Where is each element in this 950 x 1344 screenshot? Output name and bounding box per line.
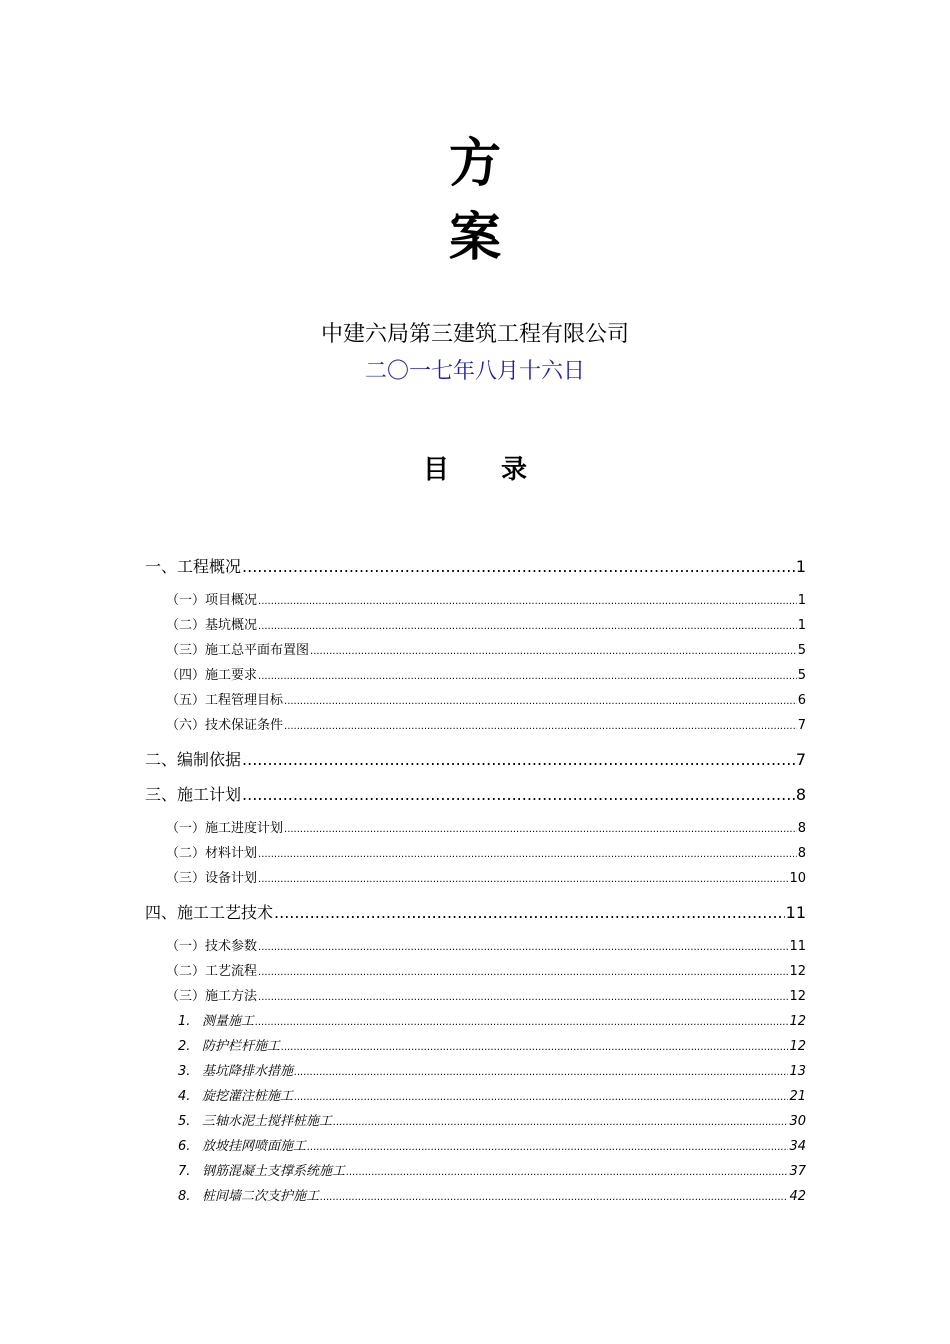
toc-entry-label: （二）材料计划 (166, 846, 258, 861)
toc-entry-number: 8. (178, 1189, 191, 1204)
toc-entry[interactable] (166, 938, 806, 957)
toc-entry-label: 桩间墙二次支护施工 (202, 1189, 320, 1204)
toc-heading (0, 452, 950, 488)
toc-entry-page: 30 (789, 1114, 806, 1129)
toc-entry-label: （三）施工方法 (166, 989, 258, 1004)
toc-entry-page: 8 (795, 785, 806, 804)
toc-leader-dots (274, 902, 785, 924)
toc-entry-page: 37 (789, 1164, 806, 1179)
toc-entry[interactable] (166, 592, 806, 611)
toc-leader-dots (284, 820, 797, 839)
toc-entry[interactable] (166, 988, 806, 1007)
toc-leader-dots (284, 692, 797, 711)
toc-entry[interactable] (166, 717, 806, 736)
toc-entry-label: 三、施工计划 (145, 785, 242, 804)
toc-entry-number: 1. (178, 1014, 191, 1029)
toc-leader-dots (242, 749, 795, 771)
toc-entry-page: 8 (797, 821, 806, 836)
toc-heading-char-1: 目 (422, 455, 449, 485)
toc-entry-label: 钢筋混凝土支撑系统施工 (202, 1164, 346, 1179)
toc-entry-label: 放坡挂网喷面施工 (202, 1139, 307, 1154)
toc-leader-dots (320, 1188, 788, 1207)
toc-entry-page: 13 (789, 1064, 806, 1079)
toc-entry-label: （四）施工要求 (166, 668, 258, 683)
toc-entry[interactable] (178, 1163, 806, 1182)
toc-entry[interactable] (178, 1088, 806, 1107)
toc-entry-label: （二）工艺流程 (166, 964, 258, 979)
toc-leader-dots (294, 1063, 788, 1082)
toc-leader-dots (258, 845, 797, 864)
document-date: 二〇一七年八月十六日 (364, 359, 585, 384)
toc-entry-label: 旋挖灌注桩施工 (202, 1089, 294, 1104)
toc-entry-page: 1 (795, 557, 806, 576)
toc-entry-label: 四、施工工艺技术 (145, 903, 274, 922)
toc-entry[interactable] (145, 902, 806, 924)
toc-entry[interactable] (178, 1013, 806, 1032)
toc-entry[interactable] (166, 617, 806, 636)
toc-entry-page: 21 (789, 1089, 806, 1104)
toc-entry[interactable] (178, 1188, 806, 1207)
toc-leader-dots (258, 963, 788, 982)
cover-title-char-2: 案 (448, 207, 501, 268)
toc-entry[interactable] (145, 749, 806, 771)
toc-entry-label: 三轴水泥土搅拌桩施工 (202, 1114, 333, 1129)
toc-entry-page: 12 (789, 1014, 806, 1029)
toc-entry-label: （一）技术参数 (166, 939, 258, 954)
toc-entry-label: 测量施工 (202, 1014, 255, 1029)
toc-entry-label: 防护栏杆施工 (202, 1039, 281, 1054)
toc-entry-page: 12 (789, 1039, 806, 1054)
toc-entry-page: 1 (797, 618, 806, 633)
toc-entry-label: （一）项目概况 (166, 593, 258, 608)
toc-leader-dots (281, 1038, 788, 1057)
toc-entry[interactable] (145, 556, 806, 578)
toc-entry[interactable] (178, 1138, 806, 1157)
toc-entry-label: （五）工程管理目标 (166, 693, 284, 708)
toc-entry-label: （三）施工总平面布置图 (166, 643, 310, 658)
toc-entry[interactable] (166, 667, 806, 686)
toc-entry[interactable] (145, 784, 806, 806)
toc-entry[interactable] (166, 820, 806, 839)
toc-entry[interactable] (166, 845, 806, 864)
toc-entry-number: 3. (178, 1064, 191, 1079)
toc-entry-page: 5 (797, 643, 806, 658)
toc-entry[interactable] (178, 1063, 806, 1082)
toc-leader-dots (284, 717, 797, 736)
toc-leader-dots (258, 938, 788, 957)
toc-entry-page: 11 (785, 903, 806, 922)
toc-leader-dots (310, 642, 797, 661)
company-name: 中建六局第三建筑工程有限公司 (320, 322, 629, 347)
toc-entry-label: （六）技术保证条件 (166, 718, 284, 733)
toc-leader-dots (258, 592, 797, 611)
toc-leader-dots (255, 1013, 788, 1032)
toc-leader-dots (258, 870, 788, 889)
toc-entry[interactable] (166, 963, 806, 982)
toc-entry-page: 5 (797, 668, 806, 683)
toc-entry-label: 一、工程概况 (145, 557, 242, 576)
toc-leader-dots (242, 556, 795, 578)
toc-entry-number: 5. (178, 1114, 191, 1129)
toc-entry-number: 7. (178, 1164, 191, 1179)
toc-entry[interactable] (178, 1113, 806, 1132)
toc-entry-page: 12 (789, 964, 806, 979)
toc-entry-page: 8 (797, 846, 806, 861)
toc-entry[interactable] (166, 870, 806, 889)
toc-entry-label: （一）施工进度计划 (166, 821, 284, 836)
toc-entry-page: 6 (797, 693, 806, 708)
toc-entry-label: 基坑降排水措施 (202, 1064, 294, 1079)
toc-entry-page: 12 (789, 989, 806, 1004)
toc-leader-dots (258, 667, 797, 686)
cover-title-char-1: 方 (448, 133, 501, 194)
toc-entry-label: （二）基坑概况 (166, 618, 258, 633)
toc-entry-label: 二、编制依据 (145, 750, 242, 769)
toc-entry-page: 42 (789, 1189, 806, 1204)
toc-entry-page: 7 (797, 718, 806, 733)
toc-entry[interactable] (166, 692, 806, 711)
toc-leader-dots (294, 1088, 788, 1107)
toc-entry-number: 6. (178, 1139, 191, 1154)
toc-entry-page: 1 (797, 593, 806, 608)
toc-leader-dots (307, 1138, 788, 1157)
toc-heading-char-2: 录 (501, 455, 528, 485)
toc-entry-page: 34 (789, 1139, 806, 1154)
toc-leader-dots (258, 988, 788, 1007)
toc-entry-number: 4. (178, 1089, 191, 1104)
toc-entry-label: （三）设备计划 (166, 871, 258, 886)
toc-entry-number: 2. (178, 1039, 191, 1054)
toc-entry-page: 11 (789, 939, 806, 954)
toc-entry[interactable] (166, 642, 806, 661)
toc-entry-page: 10 (789, 871, 806, 886)
toc-entry[interactable] (178, 1038, 806, 1057)
toc-leader-dots (333, 1113, 788, 1132)
toc-entry-page: 7 (795, 750, 806, 769)
toc-leader-dots (258, 617, 797, 636)
toc-leader-dots (242, 784, 795, 806)
toc-leader-dots (346, 1163, 788, 1182)
